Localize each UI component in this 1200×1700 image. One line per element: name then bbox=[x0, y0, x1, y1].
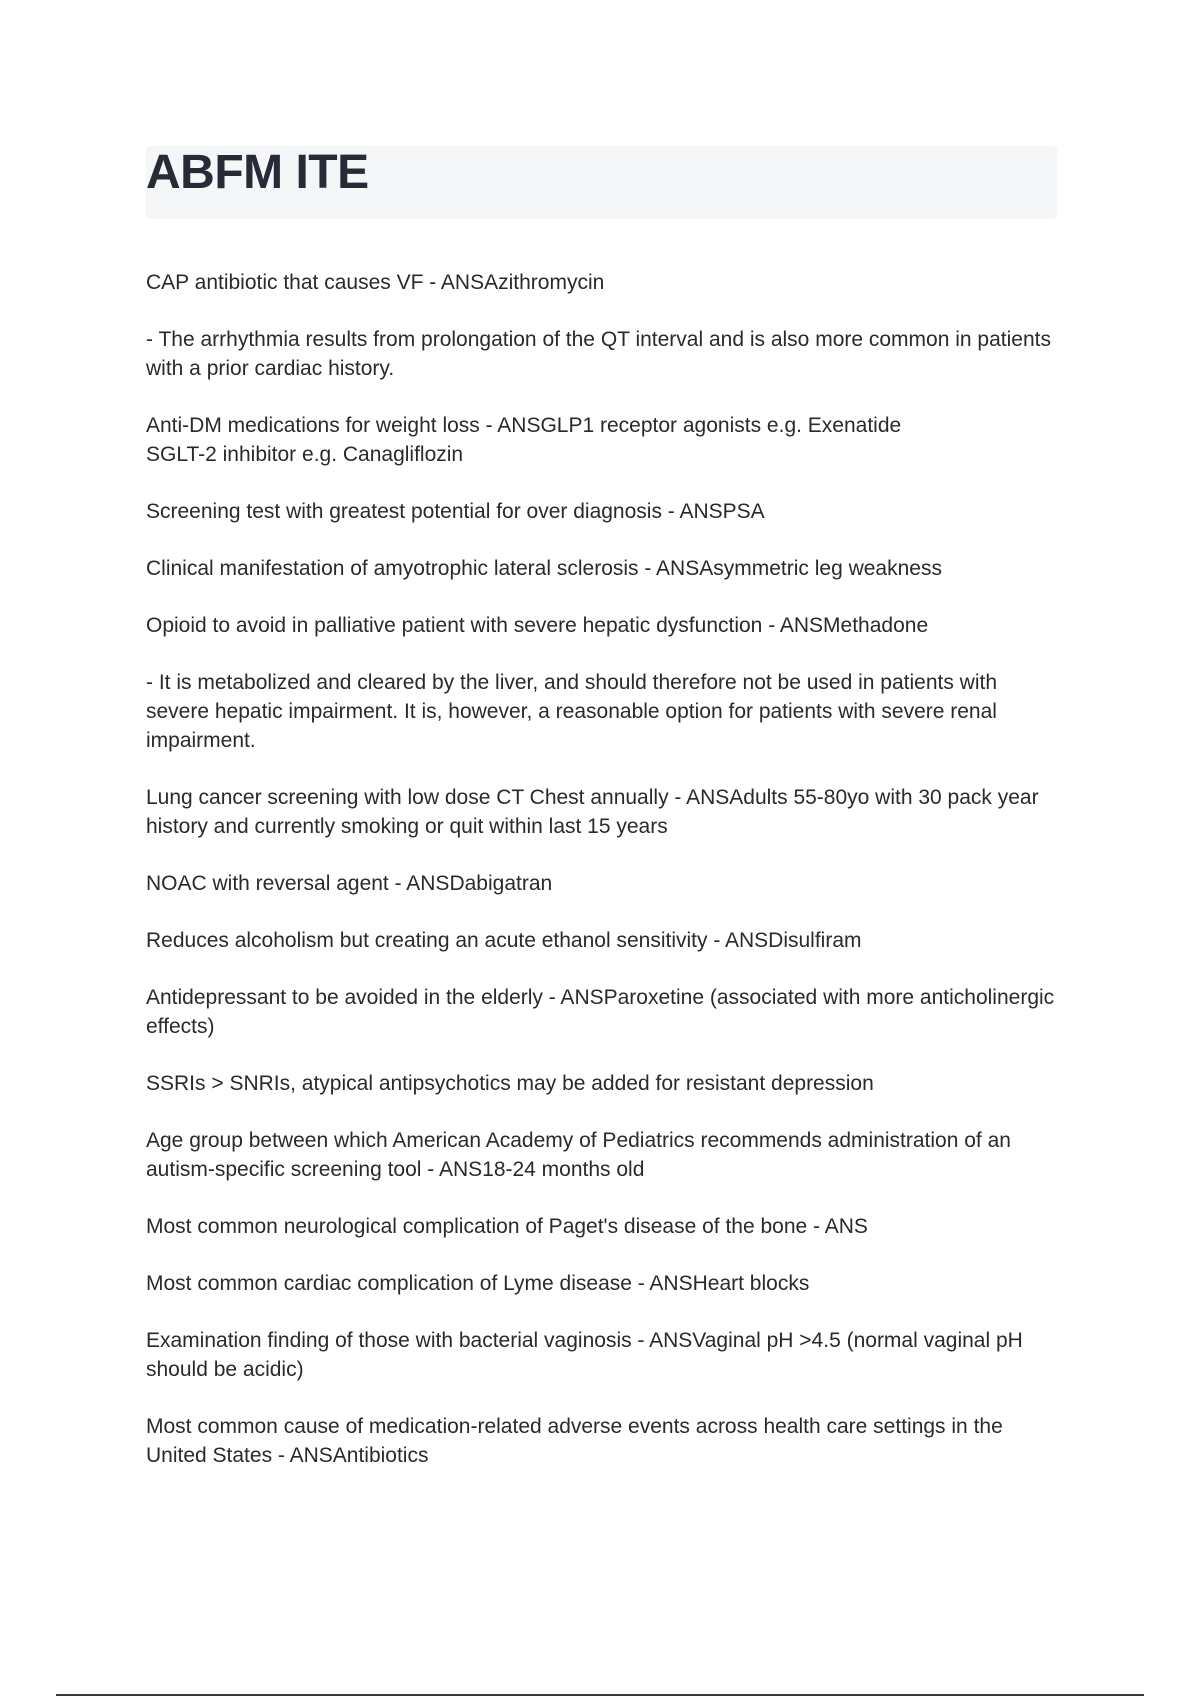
qa-paragraph: Antidepressant to be avoided in the elderly - ANSParoxetine (associated with more anticholinergic effects) bbox=[146, 986, 1055, 1038]
qa-paragraph: Most common neurological complication of Paget's disease of the bone - ANS bbox=[146, 1215, 868, 1238]
footer-divider bbox=[56, 1694, 1144, 1696]
qa-paragraph: Age group between which American Academy of Pediatrics recommends administration of an autism-specific screening tool - ANS18-24 months old bbox=[146, 1129, 1011, 1181]
qa-paragraph: Screening test with greatest potential for over diagnosis - ANSPSA bbox=[146, 500, 765, 523]
qa-paragraph: Clinical manifestation of amyotrophic lateral sclerosis - ANSAsymmetric leg weakness bbox=[146, 557, 942, 580]
qa-paragraph: - It is metabolized and cleared by the liver, and should therefore not be used in patients with severe hepatic impairment. It is, however, a reasonable option for patients with severe renal impairment. bbox=[146, 671, 998, 752]
qa-paragraph: Lung cancer screening with low dose CT Chest annually - ANSAdults 55-80yo with 30 pack year history and currently smoking or quit within last 15 years bbox=[146, 786, 1039, 838]
qa-paragraph: Examination finding of those with bacterial vaginosis - ANSVaginal pH >4.5 (normal vaginal pH should be acidic) bbox=[146, 1329, 1023, 1381]
qa-paragraph: Opioid to avoid in palliative patient with severe hepatic dysfunction - ANSMethadone bbox=[146, 614, 929, 637]
qa-paragraph: Anti-DM medications for weight loss - ANSGLP1 receptor agonists e.g. Exenatide SGLT-2 inhibitor e.g. Canagliflozin bbox=[146, 414, 902, 466]
document-title: ABFM ITE bbox=[146, 146, 369, 199]
qa-paragraph: NOAC with reversal agent - ANSDabigatran bbox=[146, 872, 553, 895]
qa-paragraph: CAP antibiotic that causes VF - ANSAzithromycin bbox=[146, 271, 605, 294]
qa-paragraph: - The arrhythmia results from prolongation of the QT interval and is also more common in patients with a prior cardiac history. bbox=[146, 328, 1051, 380]
qa-paragraph: Reduces alcoholism but creating an acute ethanol sensitivity - ANSDisulfiram bbox=[146, 929, 862, 952]
document-body bbox=[146, 268, 1058, 1498]
qa-paragraph: Most common cardiac complication of Lyme disease - ANSHeart blocks bbox=[146, 1272, 810, 1295]
qa-paragraph: SSRIs > SNRIs, atypical antipsychotics may be added for resistant depression bbox=[146, 1072, 874, 1095]
qa-paragraph: Most common cause of medication-related adverse events across health care settings in the United States - ANSAntibiotics bbox=[146, 1415, 1003, 1467]
